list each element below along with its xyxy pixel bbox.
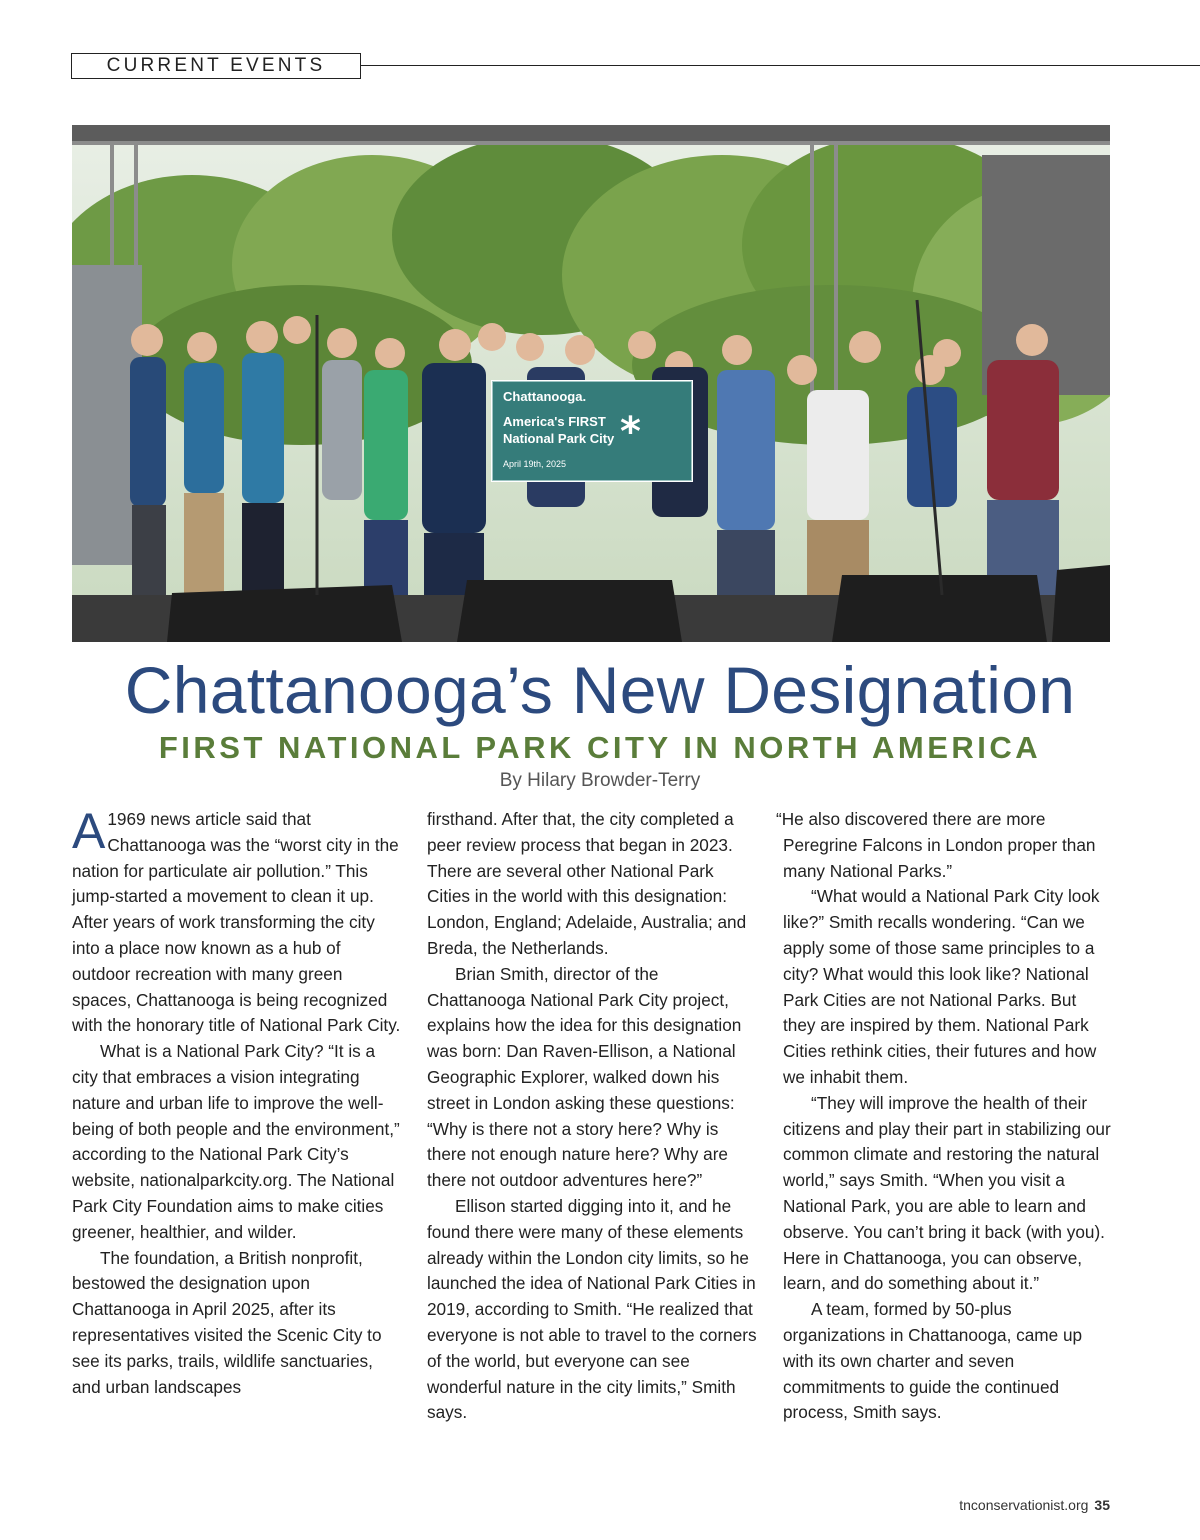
sign-line3: National Park City: [503, 431, 615, 446]
stage-tower: [982, 155, 1110, 395]
article-title: Chattanooga’s New Designation: [124, 653, 1076, 727]
article-column-1: [72, 803, 402, 1400]
paragraph: A team, formed by 50-plus organizations in Chattanooga, came up with its own charter and seven commitments to guide the continued process, Smith says.: [783, 1299, 1083, 1423]
article-subtitle: FIRST NATIONAL PARK CITY IN NORTH AMERICA: [158, 730, 1042, 765]
sign-date: April 19th, 2025: [503, 459, 567, 469]
article-column-2: [427, 807, 757, 1426]
event-photo: [72, 125, 1110, 642]
paragraph: “He also discovered there are more Peregrine Falcons in London proper than many National Parks.”: [776, 809, 1096, 881]
paragraph: “What would a National Park City look like?” Smith recalls wondering. “Can we apply some of those same principles to a city? What would this look like? National Park Cities are not National Parks. But they are inspired by them. National Park Cities rethink cities, their futures and how we inhabit them.: [783, 886, 1100, 1087]
paragraph: What is a National Park City? “It is a city that embraces a vision integrating nature and urban life to improve the well-being of both people and the environment,” according to the National Park City’s website, nationalparkcity.org. The National Park City Foundation aims to make cities greener, healthier, and wilder.: [72, 1041, 400, 1242]
sign-line1: Chattanooga.: [503, 389, 587, 404]
page-footer: [959, 1497, 1110, 1513]
article-column-3: [776, 807, 1112, 1426]
paragraph: The foundation, a British nonprofit, bestowed the designation upon Chattanooga in April 2025, after its representatives visited the Scenic City to see its parks, trails, wildlife sanctuaries, and urban landscapes: [72, 1247, 382, 1397]
section-rule: [361, 65, 1200, 66]
paragraph: Brian Smith, director of the Chattanooga National Park City project, explains how the idea for this designation was born: Dan Raven-Ellison, a National Geographic Explorer, walked down his street in London asking these questions: “Why is there not a story here? Why is there not enough nature here? Why are there not outdoor adventures here?”: [427, 963, 742, 1191]
paragraph: “They will improve the health of their citizens and play their part in stabilizing our common climate and restoring the natural world,” says Smith. “When you visit a National Park, you are able to learn and observe. You can’t bring it back (with you). Here in Chattanooga, you can observe, learn, and do something about it.”: [783, 1092, 1111, 1294]
paragraph: firsthand. After that, the city completed a peer review process that began in 2023. There are several other National Park Cities in the world with this designation: London, England; Adelaide, Australia; and Breda, the Netherlands.: [427, 809, 747, 958]
paragraph: Ellison started digging into it, and he found there were many of these elements already within the London city limits, so he launched the idea of National Park Cities in 2019, according to Smith. “He realized that everyone is not able to travel to the corners of the world, but everyone can see wonderful nature in the city limits,” Smith says.: [427, 1195, 757, 1423]
sign-line2: America's FIRST: [503, 414, 606, 429]
section-label: CURRENT EVENTS: [71, 53, 361, 79]
drop-cap: A: [72, 803, 106, 859]
asterisk-icon: *: [620, 409, 641, 455]
banner-sign: [492, 381, 692, 481]
footer-site: tnconservationist.org: [959, 1497, 1089, 1513]
page-number: 35: [1094, 1497, 1110, 1513]
paragraph: A 1969 news article said that Chattanooga was the “worst city in the nation for particulate air pollution.” This jump-started a movement to clean it up. After years of work transforming the city into a place now known as a hub of outdoor recreation with many green spaces, Chattanooga is being recognized with the honorary title of National Park City.: [72, 803, 401, 1036]
byline: By Hilary Browder-Terry: [499, 770, 701, 791]
